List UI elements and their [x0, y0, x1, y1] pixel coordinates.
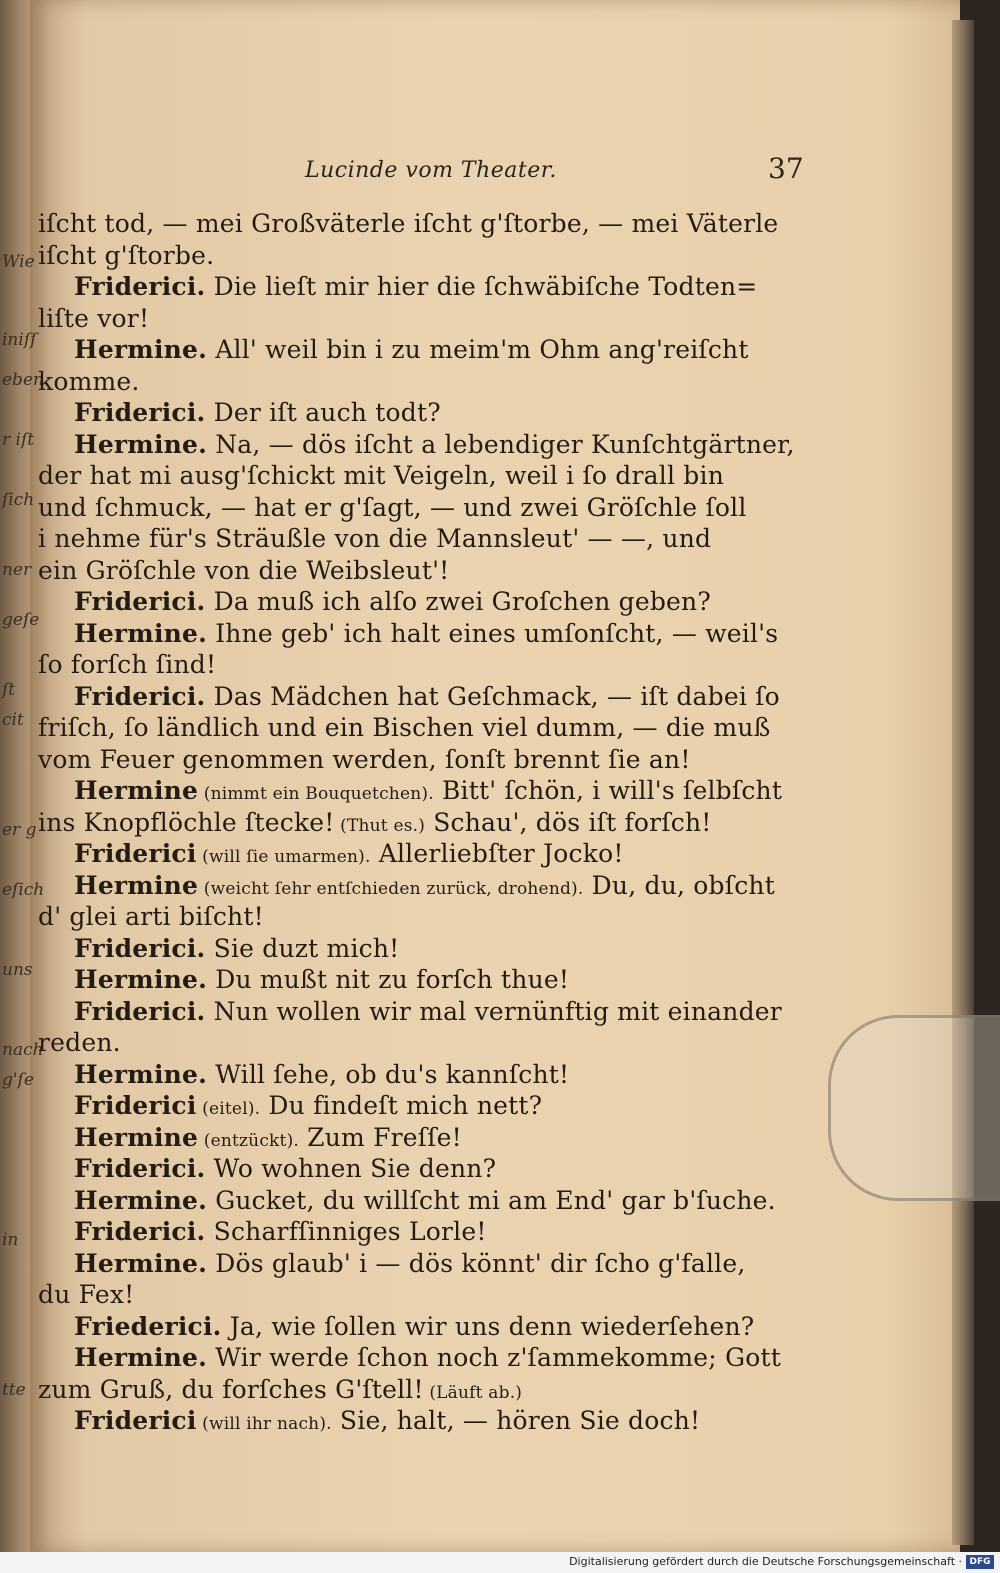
stage-direction: (nimmt ein Bouquetchen). [198, 784, 434, 804]
line-text: Du mußt nit zu forſch thue! [207, 965, 570, 994]
speaker-name: Hermine. [74, 429, 208, 459]
margin-fragment: ſt [2, 680, 16, 700]
text-line [38, 303, 808, 335]
speaker-name: Hermine [74, 1122, 199, 1152]
text-line [38, 1027, 808, 1059]
text-line [38, 775, 808, 807]
line-text: komme. [38, 366, 140, 396]
text-line [38, 271, 808, 303]
speaker-name: Friderici. [74, 1217, 206, 1246]
text-line [38, 681, 808, 713]
text-line [38, 208, 808, 240]
page-edge-right [952, 20, 974, 1545]
stage-direction: (will ſie umarmen). [196, 847, 371, 867]
text-line [38, 1216, 808, 1248]
text-line [38, 618, 808, 650]
text-line [38, 1405, 808, 1437]
line-text: Will ſehe, ob du's kannſcht! [207, 1059, 570, 1089]
stage-direction: (weicht ſehr entſchieden zurück, drohend). [198, 878, 584, 899]
speaker-name: Friderici [74, 1091, 197, 1120]
text-line [38, 1153, 808, 1185]
speaker-name: Friderici. [74, 933, 206, 963]
text-line [38, 744, 808, 776]
speaker-name: Friderici. [74, 681, 206, 711]
text-line [38, 807, 808, 839]
digitization-footer [0, 1552, 1000, 1573]
line-text: Ihne geb' ich halt eines umſonſcht, — weil's [207, 618, 779, 648]
line-text: Du, du, obſcht [583, 870, 775, 900]
text-line [38, 492, 808, 524]
text-line [38, 870, 808, 902]
text-line [38, 1248, 808, 1280]
stage-direction: (will ihr nach). [196, 1414, 332, 1434]
line-text: Wo wohnen Sie denn? [205, 1154, 497, 1183]
text-line [38, 1090, 808, 1122]
margin-fragment: uns [2, 960, 33, 980]
speaker-name: Friederici. [74, 1311, 222, 1341]
line-text: und ſchmuck, — hat er g'ſagt, — und zwei Gröſchle ſoll [38, 492, 747, 522]
text-line [38, 1185, 808, 1217]
text-line [38, 712, 808, 744]
margin-fragment: eſich [2, 880, 45, 900]
line-text: Na, — dös iſcht a lebendiger Kunſchtgärtner, [207, 429, 795, 459]
running-head: Lucinde vom Theater. [305, 158, 557, 183]
page-number: 37 [768, 152, 804, 185]
speaker-name: Friderici. [74, 996, 206, 1026]
line-text: Schau', dös iſt forſch! [425, 807, 712, 837]
line-text: friſch, ſo ländlich und ein Bischen viel dumm, — die muß [38, 713, 771, 742]
line-text: Dös glaub' i — dös könnt' dir ſcho g'falle, [207, 1248, 746, 1278]
line-text: Du findeſt mich nett? [260, 1091, 543, 1120]
line-text: Da muß ich alſo zwei Groſchen geben? [205, 587, 711, 616]
line-text: der hat mi ausg'ſchickt mit Veigeln, weil i ſo drall bin [38, 461, 725, 490]
line-text: Das Mädchen hat Geſchmack, — iſt dabei ſo [205, 681, 780, 711]
page-text-body [38, 208, 808, 1437]
text-line [38, 397, 808, 429]
text-line [38, 838, 808, 870]
line-text: Nun wollen wir mal vernünftig mit einander [205, 996, 782, 1026]
text-line [38, 460, 808, 492]
text-line [38, 366, 808, 398]
margin-fragment: r iſt [2, 430, 35, 450]
text-line [38, 1342, 808, 1374]
line-text: Scharfſinniges Lorle! [205, 1217, 487, 1246]
dfg-logo: DFG [966, 1555, 994, 1569]
margin-fragment: ner [2, 560, 32, 580]
margin-fragment: in [2, 1230, 19, 1250]
line-text: reden. [38, 1028, 121, 1057]
speaker-name: Hermine. [74, 965, 208, 994]
page-clip [828, 1015, 1000, 1201]
line-text: iſcht g'ſtorbe. [38, 240, 215, 270]
text-line [38, 1059, 808, 1091]
text-line [38, 1374, 808, 1406]
line-text: All' weil bin i zu meim'm Ohm ang'reiſcht [207, 335, 749, 364]
text-line [38, 996, 808, 1028]
text-line [38, 1311, 808, 1343]
stage-direction: (Läuft ab.) [423, 1382, 523, 1403]
text-line [38, 334, 808, 366]
speaker-name: Hermine. [74, 335, 208, 364]
margin-fragment: ſich [2, 490, 35, 510]
stage-direction: (Thut es.) [334, 815, 426, 836]
stage-direction: (eitel). [196, 1099, 261, 1119]
speaker-name: Friderici [74, 1406, 197, 1435]
text-line [38, 901, 808, 933]
text-line [38, 964, 808, 996]
page-header [0, 150, 1000, 190]
speaker-name: Hermine. [74, 1248, 208, 1278]
text-line [38, 555, 808, 587]
line-text: Der iſt auch todt? [205, 398, 441, 427]
text-line [38, 649, 808, 681]
margin-fragment: iniſſ [2, 330, 37, 350]
line-text: ein Gröſchle von die Weibsleut'! [38, 555, 450, 585]
line-text: Allerliebſter Jocko! [370, 839, 624, 868]
line-text: ins Knopflöchle ſtecke! [38, 807, 335, 837]
text-line [38, 1122, 808, 1154]
speaker-name: Hermine [74, 776, 199, 805]
line-text: Bitt' ſchön, i will's ſelbſcht [433, 776, 783, 805]
speaker-name: Friderici. [74, 587, 206, 616]
line-text: ſo forſch ſind! [38, 650, 217, 679]
line-text: i nehme für's Sträußle von die Mannsleut' — —, und [38, 524, 712, 553]
line-text: Zum Freſſe! [299, 1122, 462, 1152]
speaker-name: Hermine [74, 870, 199, 900]
speaker-name: Hermine. [74, 1343, 208, 1372]
margin-fragment: Wie [2, 252, 35, 272]
speaker-name: Friderici. [74, 272, 206, 301]
line-text: Wir werde ſchon noch z'ſammekomme; Gott [207, 1343, 781, 1372]
line-text: vom Feuer genommen werden, ſonſt brennt ſie an! [38, 744, 691, 774]
text-line [38, 429, 808, 461]
margin-fragment: nach [2, 1040, 44, 1060]
text-line [38, 586, 808, 618]
stage-direction: (entzückt). [198, 1130, 300, 1151]
speaker-name: Friderici. [74, 398, 206, 427]
margin-fragment: tte [2, 1380, 26, 1400]
speaker-name: Friderici. [74, 1154, 206, 1183]
line-text: Sie duzt mich! [205, 933, 400, 963]
line-text: Gucket, du willſcht mi am End' gar b'ſuche. [207, 1185, 776, 1215]
margin-fragment: eben. [2, 370, 50, 390]
dfg-credit: Digitalisierung gefördert durch die Deutsche Forschungsgemeinschaft · [569, 1555, 962, 1568]
line-text: du Fex! [38, 1280, 135, 1309]
speaker-name: Friderici [74, 839, 197, 868]
margin-fragment: g'ſe [2, 1070, 34, 1090]
speaker-name: Hermine. [74, 1059, 208, 1089]
speaker-name: Hermine. [74, 1185, 208, 1215]
margin-fragment: cit [2, 710, 24, 730]
line-text: Die lieſt mir hier die ſchwäbiſche Todten= [205, 272, 758, 301]
line-text: d' glei arti biſcht! [38, 902, 264, 931]
line-text: Ja, wie ſollen wir uns denn wiederſehen? [221, 1311, 755, 1341]
margin-fragment: geſe [2, 610, 40, 630]
text-line [38, 240, 808, 272]
line-text: zum Gruß, du forſches G'ſtell! [38, 1374, 424, 1404]
line-text: liſte vor! [38, 303, 150, 333]
speaker-name: Hermine. [74, 618, 208, 648]
margin-fragment: er g [2, 820, 37, 840]
line-text: iſcht tod, — mei Großväterle iſcht g'ſtorbe, — mei Väterle [38, 209, 779, 238]
text-line [38, 933, 808, 965]
text-line [38, 1279, 808, 1311]
line-text: Sie, halt, — hören Sie doch! [331, 1406, 701, 1435]
text-line [38, 523, 808, 555]
